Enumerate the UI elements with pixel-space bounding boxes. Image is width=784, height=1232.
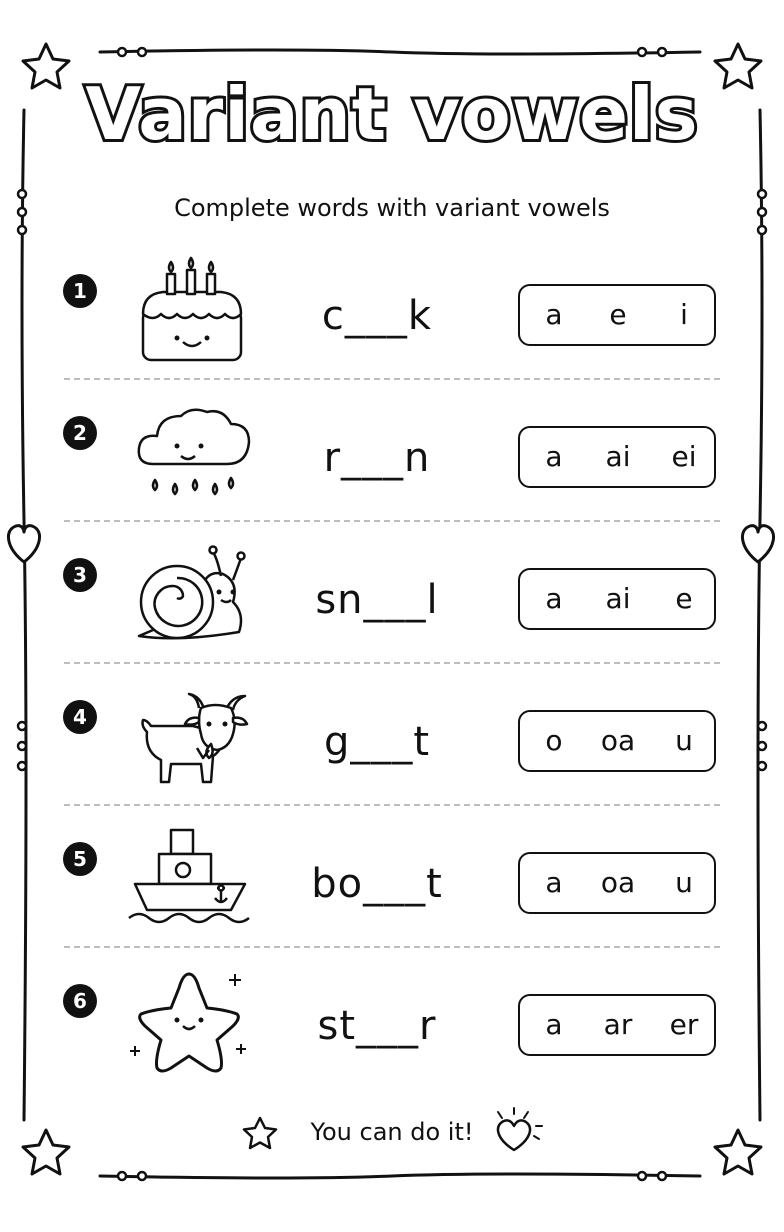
goat-icon bbox=[125, 678, 255, 798]
word-blank: st___r bbox=[317, 1003, 437, 1049]
vowel-option[interactable]: u bbox=[675, 724, 693, 757]
vowel-option[interactable]: ei bbox=[671, 440, 697, 473]
page-subtitle: Complete words with variant vowels bbox=[174, 194, 610, 222]
vowel-option[interactable]: er bbox=[669, 1008, 699, 1041]
exercise-row-1 bbox=[0, 252, 784, 394]
vowel-choices bbox=[518, 710, 716, 772]
word-blank: sn___l bbox=[315, 577, 439, 623]
exercise-row-6 bbox=[0, 962, 784, 1104]
word-blank: r___n bbox=[323, 435, 431, 481]
word-blank: g___t bbox=[323, 719, 431, 765]
row-divider bbox=[64, 378, 720, 380]
star-icon bbox=[125, 962, 255, 1082]
vowel-option[interactable]: o bbox=[545, 724, 563, 757]
row-divider bbox=[64, 946, 720, 948]
exercise-row-5 bbox=[0, 820, 784, 962]
vowel-option[interactable]: ai bbox=[605, 440, 631, 473]
vowel-option[interactable]: a bbox=[545, 1008, 563, 1041]
exercise-row-3 bbox=[0, 536, 784, 678]
vowel-option[interactable]: a bbox=[545, 298, 563, 331]
exercise-row-2 bbox=[0, 394, 784, 536]
vowel-option[interactable]: e bbox=[609, 298, 627, 331]
vowel-option[interactable]: i bbox=[680, 298, 688, 331]
item-number: 4 bbox=[63, 700, 97, 734]
vowel-choices bbox=[518, 852, 716, 914]
word-blank: c___k bbox=[321, 293, 433, 339]
vowel-option[interactable]: a bbox=[545, 866, 563, 899]
row-divider bbox=[64, 804, 720, 806]
encouragement-text: You can do it! bbox=[310, 1118, 474, 1146]
vowel-choices bbox=[518, 994, 716, 1056]
vowel-option[interactable]: oa bbox=[600, 724, 636, 757]
row-divider bbox=[64, 520, 720, 522]
boat-icon bbox=[125, 820, 255, 940]
word-blank: bo___t bbox=[311, 861, 443, 907]
vowel-choices bbox=[518, 284, 716, 346]
item-number: 6 bbox=[63, 984, 97, 1018]
item-number: 5 bbox=[63, 842, 97, 876]
vowel-choices bbox=[518, 568, 716, 630]
footer-heart-icon bbox=[490, 1104, 546, 1156]
row-divider bbox=[64, 662, 720, 664]
vowel-option[interactable]: ai bbox=[605, 582, 631, 615]
item-number: 1 bbox=[63, 274, 97, 308]
cake-icon bbox=[125, 252, 255, 372]
item-number: 3 bbox=[63, 558, 97, 592]
exercise-row-4 bbox=[0, 678, 784, 820]
item-number: 2 bbox=[63, 416, 97, 450]
snail-icon bbox=[125, 536, 255, 656]
vowel-option[interactable]: ar bbox=[603, 1008, 633, 1041]
vowel-option[interactable]: e bbox=[675, 582, 693, 615]
rain-cloud-icon bbox=[125, 394, 255, 514]
vowel-option[interactable]: oa bbox=[600, 866, 636, 899]
page-title: Variant vowels bbox=[85, 72, 699, 156]
vowel-option[interactable]: u bbox=[675, 866, 693, 899]
vowel-option[interactable]: a bbox=[545, 440, 563, 473]
vowel-choices bbox=[518, 426, 716, 488]
vowel-option[interactable]: a bbox=[545, 582, 563, 615]
